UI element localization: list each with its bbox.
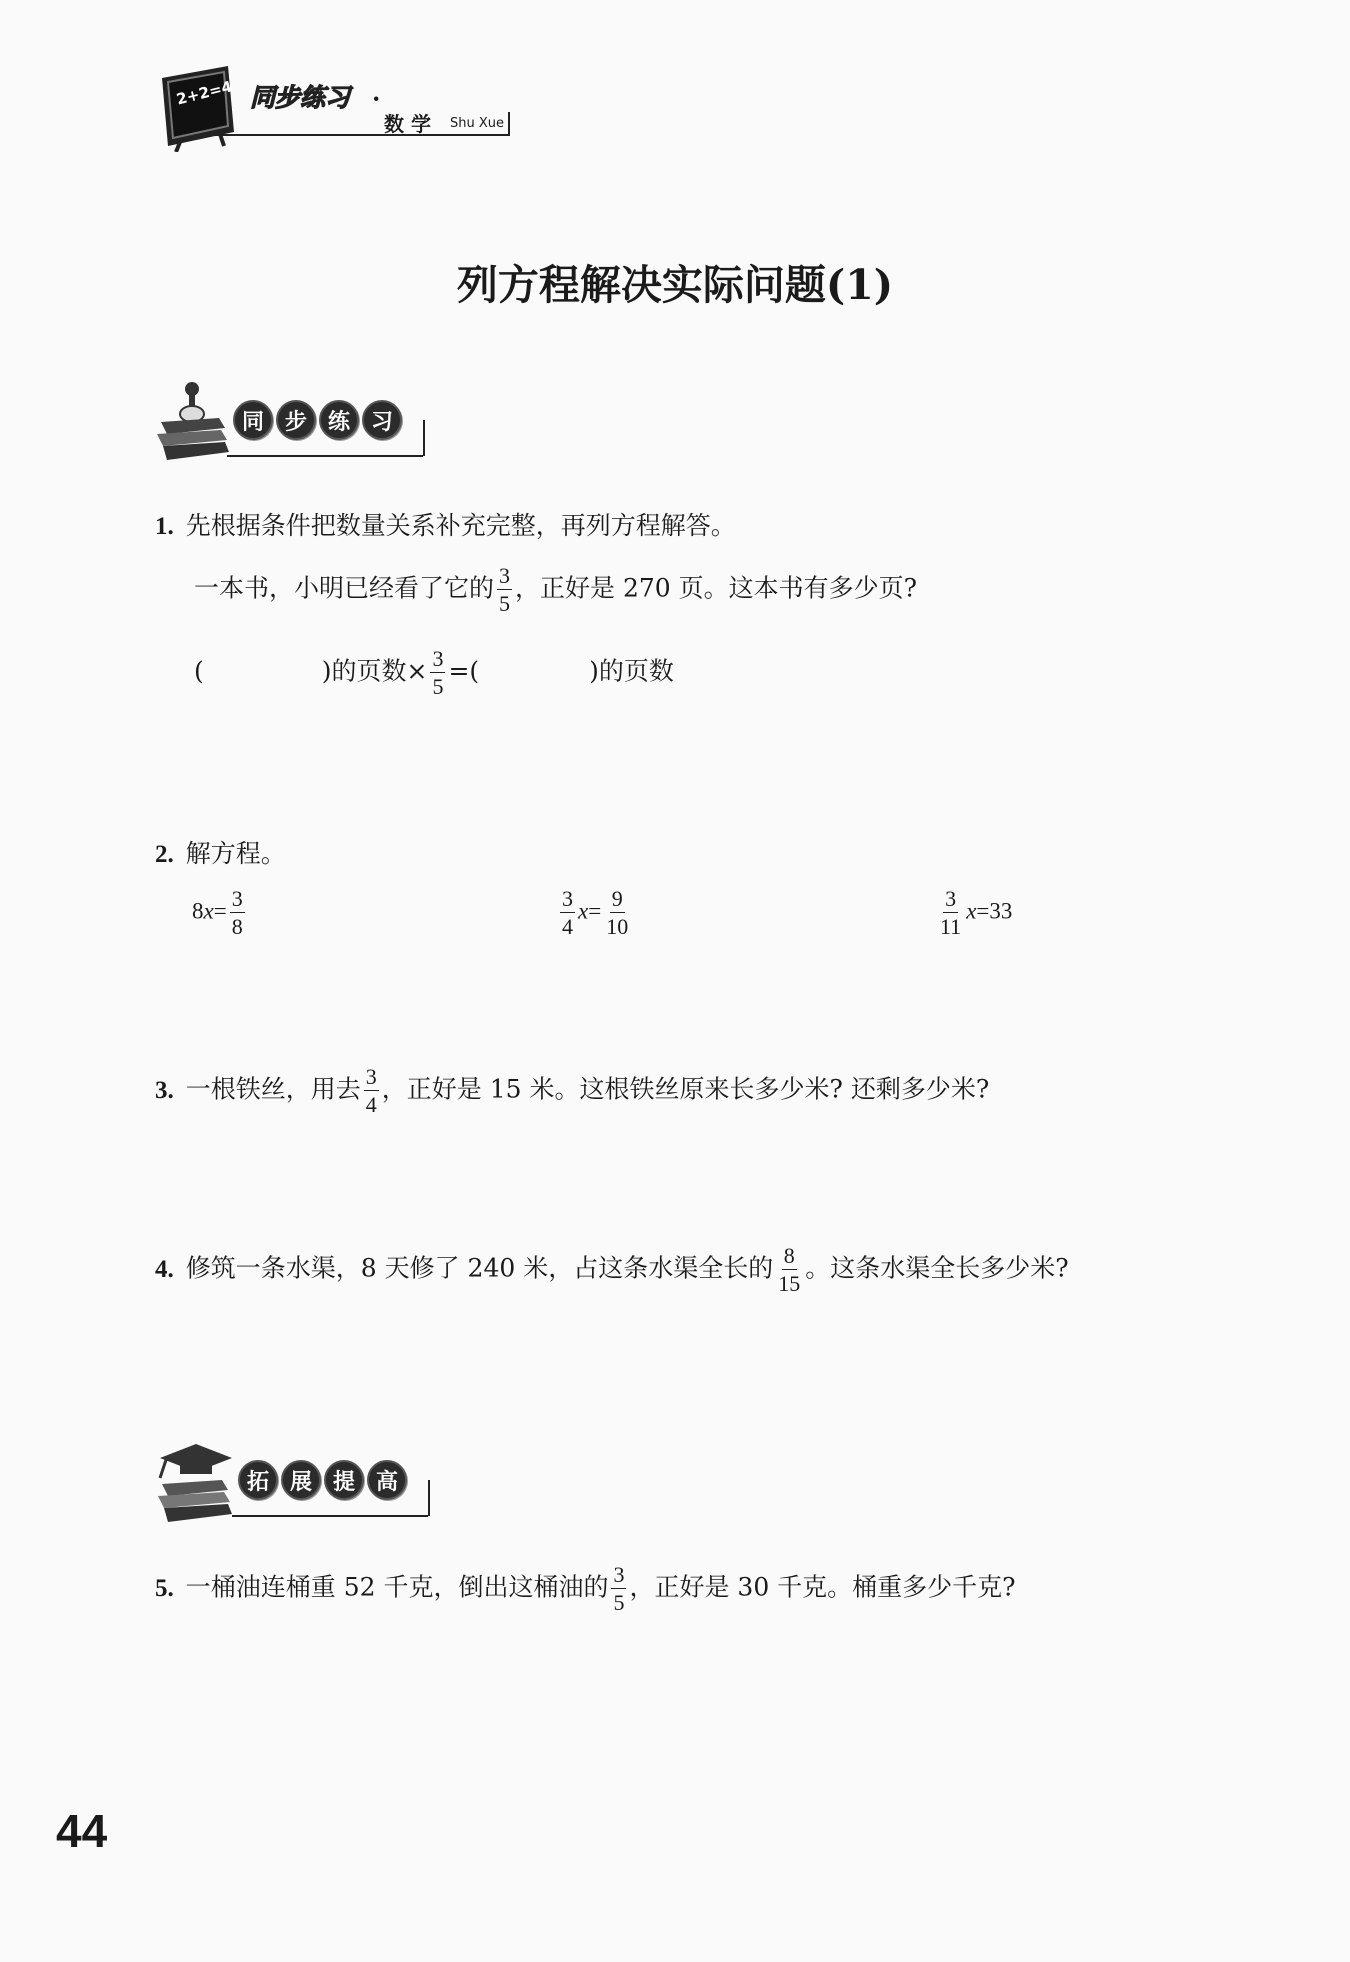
question-text: 。这条水渠全长多少米? xyxy=(805,1253,1069,1283)
problem-text: ，正好是 270 页。这本书有多少页? xyxy=(515,573,918,603)
page-number: 44 xyxy=(56,1805,108,1857)
question-text: ，正好是 15 米。这根铁丝原来长多少米? 还剩多少米? xyxy=(381,1074,990,1104)
banner-char: 同 xyxy=(233,400,273,440)
fraction: $\frac{3}{5}$ xyxy=(432,646,444,699)
banner-char: 步 xyxy=(276,400,316,440)
question-1 xyxy=(155,506,736,542)
relation-text: =( xyxy=(448,656,480,686)
fraction: $\frac{3}{4}$ xyxy=(562,886,573,939)
relation-text: )的页数 xyxy=(589,656,674,686)
fraction: $\frac{3}{5}$ xyxy=(613,1562,625,1615)
banner-underline xyxy=(232,1515,428,1517)
fraction: $\frac{9}{10}$ xyxy=(606,886,629,939)
series-title: 同步练习 xyxy=(250,83,351,112)
header-underline xyxy=(195,134,510,136)
fraction: $\frac{3}{8}$ xyxy=(231,886,243,939)
board-text: 2+2=4 xyxy=(174,77,234,109)
page-title: 列方程解决实际问题(1) xyxy=(456,261,894,309)
banner-char: 习 xyxy=(362,400,402,440)
books-lamp-icon xyxy=(155,380,231,466)
banner-char: 提 xyxy=(324,1460,364,1500)
question-number: 3. xyxy=(155,1076,174,1104)
banner-char: 高 xyxy=(367,1460,407,1500)
question-number: 5. xyxy=(155,1574,174,1602)
header-dot: · xyxy=(372,84,381,113)
graduation-cap-books-icon xyxy=(152,1440,236,1526)
header-badge xyxy=(158,62,518,152)
question-text: 一根铁丝，用去 xyxy=(185,1074,361,1104)
subject-pinyin: Shu Xue xyxy=(450,116,505,131)
question-number: 1. xyxy=(155,513,174,540)
fraction: $\frac{3}{4}$ xyxy=(365,1064,377,1117)
question-text: 修筑一条水渠，8 天修了 240 米，占这条水渠全长的 xyxy=(185,1253,774,1283)
question-1-problem xyxy=(194,565,917,615)
question-number: 2. xyxy=(155,841,174,868)
banner-char: 展 xyxy=(281,1460,321,1500)
question-4 xyxy=(155,1245,1069,1295)
question-text: 解方程。 xyxy=(185,839,286,868)
chalkboard-icon xyxy=(158,62,238,152)
problem-text: 一本书，小明已经看了它的 xyxy=(194,573,495,603)
banner-char: 拓 xyxy=(238,1460,278,1500)
equation-1: 8x= $\frac{3}{8}$ xyxy=(192,886,243,939)
equation-2: $\frac{3}{4}$ x= $\frac{9}{10}$ xyxy=(562,886,629,939)
question-2 xyxy=(155,834,286,870)
banner-endcap xyxy=(423,420,425,456)
question-1-relation xyxy=(194,648,674,698)
question-text: 一桶油连桶重 52 千克，倒出这桶油的 xyxy=(185,1572,609,1602)
fraction: $\frac{8}{15}$ xyxy=(778,1243,801,1296)
subject-label: 数 学 xyxy=(384,112,431,136)
blank-open-paren: ( xyxy=(194,656,204,686)
banner-endcap xyxy=(428,1480,430,1516)
banner-underline xyxy=(227,455,423,457)
relation-text: )的页数× xyxy=(321,656,428,686)
question-5 xyxy=(155,1564,1016,1614)
banner-char: 练 xyxy=(319,400,359,440)
section-banner-practice xyxy=(155,380,435,470)
question-text: 先根据条件把数量关系补充完整，再列方程解答。 xyxy=(185,511,736,540)
fraction: $\frac{3}{11}$ xyxy=(940,886,962,939)
question-3 xyxy=(155,1066,989,1116)
question-text: ，正好是 30 千克。桶重多少千克? xyxy=(629,1572,1016,1602)
section-banner-extension xyxy=(152,1440,442,1530)
equation-3: $\frac{3}{11}$ x=33 xyxy=(940,886,1013,939)
fraction: $\frac{3}{5}$ xyxy=(499,563,511,616)
question-number: 4. xyxy=(155,1255,174,1283)
